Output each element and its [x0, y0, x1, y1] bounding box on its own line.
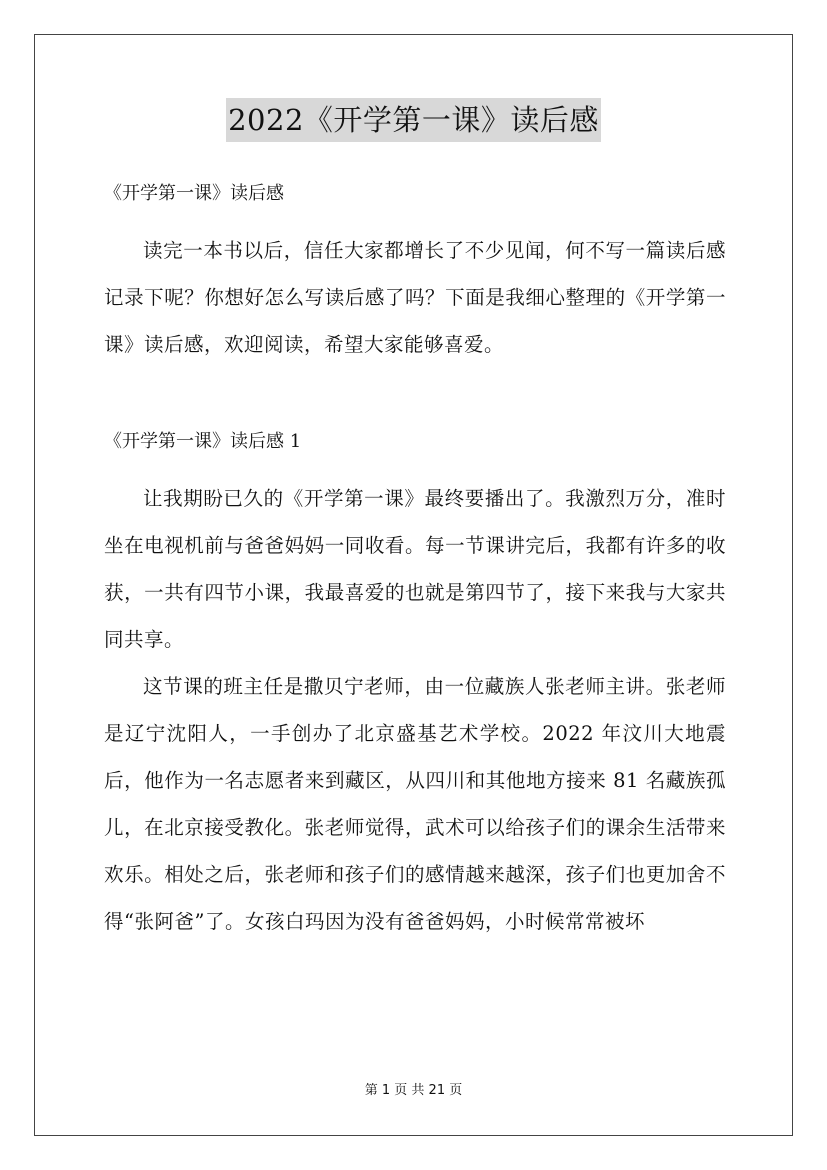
- spacer: [104, 464, 726, 475]
- spacer: [104, 216, 726, 227]
- paragraph: 这节课的班主任是撒贝宁老师，由一位藏族人张老师主讲。张老师是辽宁沈阳人，一手创办了北京盛基艺术学校。2022 年汶川大地震后，他作为一名志愿者来到藏区，从四川和其他地方接来 81 名藏族孤儿，在北京接受教化。张老师觉得，武术可以给孩子们的课余生活带来欢乐。相处之后，张老师和孩子们的感情越来越深，孩子们也更加舍不得“张阿爸”了。女孩白玛因为没有爸爸妈妈，小时候常常被坏: [104, 675, 726, 933]
- spacer: [104, 368, 726, 420]
- title-container: [0, 98, 827, 142]
- paragraph: 读完一本书以后，信任大家都增长了不少见闻，何不写一篇读后感记录下呢？你想好怎么写读后感了吗？下面是我细心整理的《开学第一课》读后感，欢迎阅读，希望大家能够喜爱。: [104, 239, 726, 356]
- document-title: 2022《开学第一课》读后感: [226, 98, 601, 142]
- section-heading: 《开学第一课》读后感: [104, 183, 284, 204]
- document-body: [104, 172, 726, 945]
- paragraph: 让我期盼已久的《开学第一课》最终要播出了。我激烈万分，准时坐在电视机前与爸爸妈妈一同收看。每一节课讲完后，我都有许多的收获，一共有四节小课，我最喜爱的也就是第四节了，接下来我与大家共同共享。: [104, 487, 726, 651]
- section-heading: 《开学第一课》读后感 1: [104, 431, 302, 452]
- page-footer: 第 1 页 共 21 页: [364, 1083, 463, 1098]
